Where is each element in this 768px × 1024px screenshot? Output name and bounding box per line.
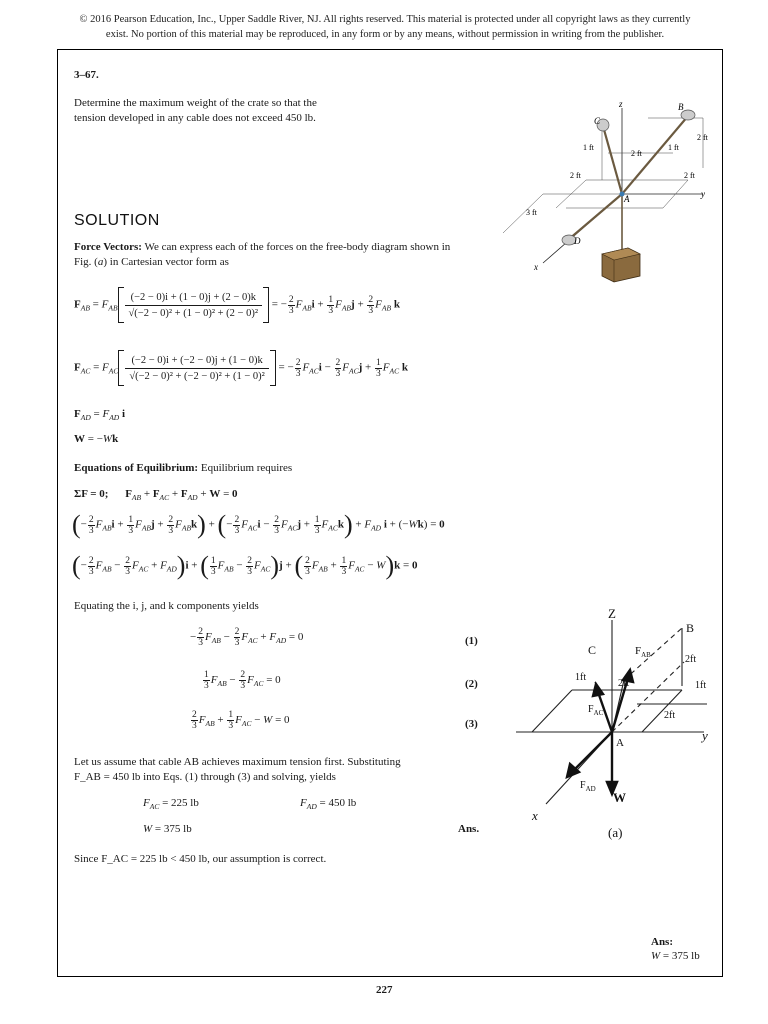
since-text: Since F_AC = 225 lb < 450 lb, our assumption is correct.	[74, 853, 327, 865]
equation-w: W = −Wk	[74, 433, 119, 445]
fbd-label-1ft-b: 1ft	[695, 680, 707, 691]
equation-fad: $F_{AD} = F_{AD}$ i	[74, 408, 125, 422]
fbd-grid-line	[642, 690, 682, 732]
fbd-label-fab: $F_{AB}$	[635, 645, 651, 659]
label-d: D	[574, 236, 581, 246]
fbd-label-2ft-b: 2ft	[618, 678, 630, 689]
fbd-fad-arrow	[574, 732, 612, 770]
fab-numerator: (−2 − 0)i + (1 − 0)j + (2 − 0)k	[130, 291, 256, 303]
force-vectors-text-2-post: ) in Cartesian vector form as	[103, 256, 229, 268]
equilibrium-paragraph	[74, 461, 292, 476]
label-2ft-right-vertical: 2 ft	[697, 133, 708, 142]
fbd-label-w: W	[613, 790, 626, 805]
equation-fab: $F_{AB} = F_{AB}$ $\frac{(-2 - 0)i + (1 - 0)j + (2 - 0)k}{\text{√(−2 − 0)² + (1 − 0)² + (2 − 0)²}}$ = − $\frac{2}{3}$ $F_{AB}i$ + $\frac{1}{3}$ $F_{AB}j$ + $\frac{2}{3}$ $F_{AB}$ k	[74, 287, 400, 323]
fbd-label-z: Z	[608, 606, 616, 621]
assumption-line-1: Let us assume that cable AB achieves maximum tension first. Substituting	[74, 756, 401, 768]
equilibrium-label: Equations of Equilibrium:	[74, 462, 199, 474]
label-2ft-left: 2 ft	[570, 171, 581, 180]
force-vectors-text-2-pre: Fig. (	[74, 256, 98, 268]
fbd-label-c: C	[588, 643, 597, 657]
equation-fac: $F_{AC} = F_{AC}$ $\frac{(-2 - 0)i + (-2 - 0)j + (1 - 0)k}{\text{√(−2 − 0)² + (−2 − 0)² + (1 − 0)²}}$ = − $\frac{2}{3}$ $F_{AC}i$ − $\frac{2}{3}$ $F_{AC}j$ + $\frac{1}{3}$ $F_{AC}$ k	[74, 350, 408, 386]
fbd-label-b: B	[686, 621, 695, 635]
cable-ad	[568, 194, 622, 240]
equation-1-number: (1)	[465, 635, 478, 647]
label-1ft-right: 1 ft	[668, 143, 679, 152]
fbd-caption: (a)	[608, 825, 623, 840]
equation-expanded: (− $\frac{2}{3}$ $F_{AB}i$ + $\frac{1}{3}$ $F_{AB}j$ + $\frac{2}{3}$ $F_{AB}k$) + (− $\frac{2}{3}$ $F_{AC}i$ − $\frac{2}{3}$ $F_{AC}j$ + $\frac{1}{3}$ $F_{AC}k) + F_{AD}$ i + (−Wk) = 0	[72, 510, 445, 539]
copyright-line-2: exist. No portion of this material may be reproduced, in any form or by any means, without permission in writing from the publisher.	[105, 29, 665, 40]
fbd-label-fac: $F_{AC}$	[588, 704, 604, 717]
equation-3: $\frac{2}{3}$ $F_{AB}$ + $\frac{1}{3}$ $F_{AC} - W = 0$	[192, 710, 290, 731]
force-vectors-text-1: We can express each of the forces on the free-body diagram shown in	[141, 241, 451, 253]
assumption-paragraph	[74, 755, 494, 785]
answer-box-label: Ans:	[651, 936, 674, 948]
page-number: 227	[376, 984, 393, 996]
free-body-diagram	[512, 604, 720, 844]
label-a: A	[624, 194, 630, 204]
problem-figure	[498, 98, 718, 283]
fac-denominator: √(−2 − 0)² + (−2 − 0)² + (1 − 0)²	[125, 368, 268, 384]
problem-statement-line-1: Determine the maximum weight of the crate so that the	[74, 97, 317, 109]
label-c: C	[594, 116, 601, 126]
result-fad: $F_{AD} = 450$ lb	[300, 797, 357, 811]
result-fad-value: 450 lb	[328, 797, 357, 809]
result-fac-value: 225 lb	[171, 797, 199, 809]
label-3ft: 3 ft	[526, 208, 537, 217]
equilibrium-text: Equilibrium requires	[198, 462, 293, 474]
force-vectors-label: Force Vectors:	[74, 241, 142, 253]
fbd-label-2ft-c: 2ft	[664, 710, 676, 721]
label-x: x	[534, 262, 538, 272]
equating-text: Equating the i, j, and k components yields	[74, 600, 259, 612]
fbd-label-1ft-a: 1ft	[575, 672, 587, 683]
equation-2: $\frac{1}{3}$ $F_{AB}$ − $\frac{2}{3}$ $F_{AC} = 0$	[204, 670, 281, 691]
equation-2-number: (2)	[465, 678, 478, 690]
answer-box-value: W = 375 lb	[651, 950, 700, 962]
answer-box-value-text: 375 lb	[671, 950, 700, 962]
result-fac: $F_{AC} = 225$ lb	[143, 797, 199, 811]
copyright-line-1: © 2016 Pearson Education, Inc., Upper Saddle River, NJ. All rights reserved. This material is protected under all copyright laws as they currently	[79, 14, 691, 25]
label-1ft-left: 1 ft	[583, 143, 594, 152]
equation-1: − $\frac{2}{3}$ $F_{AB}$ − $\frac{2}{3}$ $F_{AC} + F_{AD} = 0$	[190, 627, 304, 648]
fac-numerator: (−2 − 0)i + (−2 − 0)j + (1 − 0)k	[131, 354, 263, 366]
equation-collected: (− $\frac{2}{3}$ $F_{AB}$ − $\frac{2}{3}$ $F_{AC} + F_{AD})i$ + ( $\frac{1}{3}$ $F_{AB}$ − $\frac{2}{3}$ $F_{AC})j$ + ( $\frac{2}{3}$ $F_{AB}$ + $\frac{1}{3}$ $F_{AC} - W)k = 0$	[72, 551, 418, 580]
label-y: y	[701, 189, 705, 199]
fbd-label-2ft-a: 2ft	[685, 654, 697, 665]
fbd-label-a: A	[616, 737, 624, 749]
ans-label: Ans.	[458, 823, 480, 835]
copyright-notice	[40, 12, 730, 42]
label-z: z	[619, 99, 623, 109]
fbd-label-fad: $F_{AD}$	[580, 780, 596, 793]
label-2ft-mid: 2 ft	[631, 149, 642, 158]
result-w-value: 375 lb	[163, 823, 192, 835]
problem-statement	[74, 96, 374, 126]
label-b: B	[678, 102, 684, 112]
assumption-line-2: F_AB = 450 lb into Eqs. (1) through (3) and solving, yields	[74, 771, 336, 783]
force-vectors-text-2-a: a	[97, 256, 104, 268]
equation-3-number: (3)	[465, 718, 478, 730]
cable-ac	[603, 126, 622, 194]
fbd-fac-arrowhead	[593, 684, 603, 696]
result-w: W = 375 lb	[143, 823, 192, 835]
solution-heading: SOLUTION	[74, 212, 160, 229]
label-2ft-right: 2 ft	[684, 171, 695, 180]
problem-number: 3–67.	[74, 69, 99, 81]
fbd-grid-line	[532, 690, 572, 732]
force-vectors-paragraph	[74, 240, 494, 270]
fbd-label-x: x	[532, 808, 538, 823]
equation-sum-f: ΣF = 0; $F_{AB} + F_{AC} + F_{AD} + W = 0$	[74, 488, 238, 502]
fab-denominator: √(−2 − 0)² + (1 − 0)² + (2 − 0)²	[125, 305, 262, 321]
sum-f-label: ΣF = 0;	[74, 488, 109, 500]
grid-line	[503, 194, 543, 233]
problem-statement-line-2: tension developed in any cable does not exceed 450 lb.	[74, 112, 316, 124]
fbd-label-y: y	[702, 728, 708, 743]
